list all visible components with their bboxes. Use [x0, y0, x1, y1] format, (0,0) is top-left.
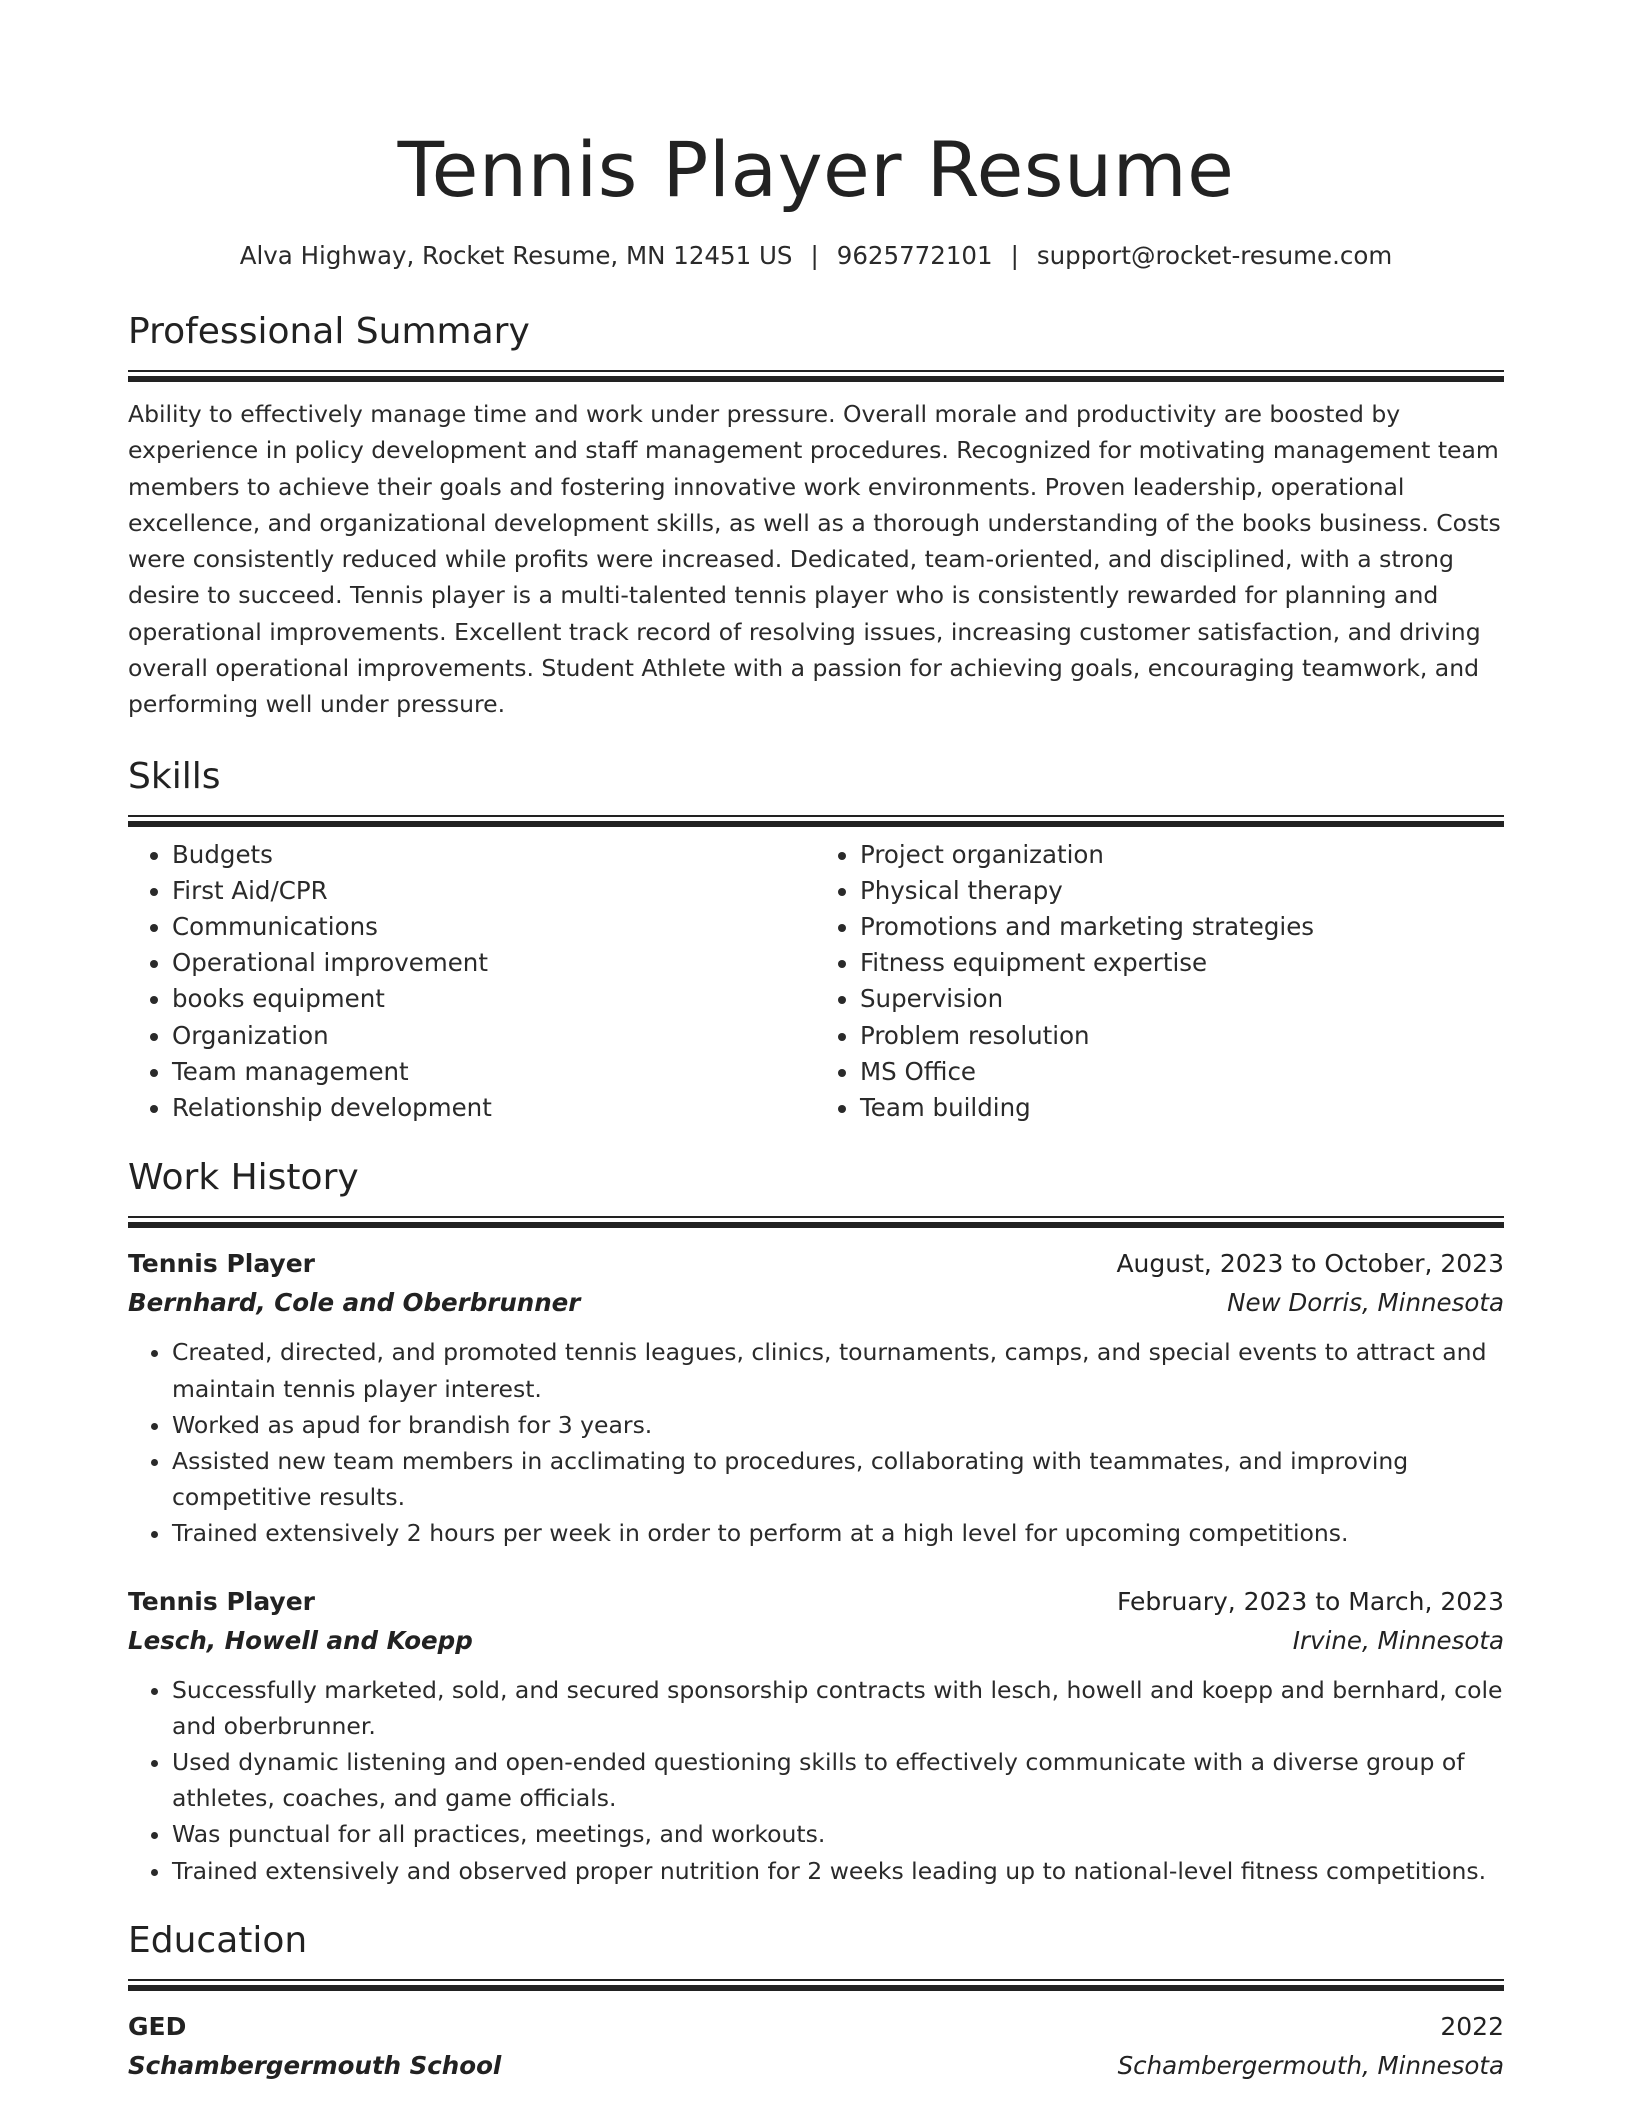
- section-divider: [128, 1979, 1504, 1991]
- job-bullet: • Was punctual for all practices, meetings, and workouts.: [172, 1816, 1504, 1852]
- job-bullets: [128, 1334, 1504, 1551]
- education-school-row: [128, 2047, 1504, 2085]
- education-location: Schambergermouth, Minnesota: [1117, 2050, 1504, 2080]
- summary-text: Ability to effectively manage time and work under pressure. Overall morale and productivity are boosted by experience in policy development and staff management procedures. Recognized for motivating management team members to achieve their goals and fostering innovative work environments. Proven leadership, operational excellence, and organizational development skills, as well as a thorough understanding of the books business. Costs were consistently reduced while profits were increased. Dedicated, team-oriented, and disciplined, with a strong desire to succeed. Tennis player is a multi-talented tennis player who is consistently rewarded for planning and operational improvements. Excellent track record of resolving issues, increasing customer satisfaction, and driving overall operational improvements. Student Athlete with a passion for achieving goals, encouraging teamwork, and performing well under pressure.: [128, 400, 1501, 719]
- work-history-heading: Work History: [128, 1157, 359, 1199]
- contact-line: [128, 238, 1504, 274]
- job-bullet: • Assisted new team members in acclimating to procedures, collaborating with teammates, and improving competitive results.: [172, 1443, 1504, 1515]
- job-title: Tennis Player: [128, 1249, 316, 1279]
- section-divider: [128, 1216, 1504, 1228]
- job-bullets: [128, 1672, 1504, 1889]
- education-heading: Education: [128, 1919, 308, 1961]
- skill-item: • books equipment: [172, 981, 816, 1017]
- skill-item: • Operational improvement: [172, 945, 816, 981]
- skill-item: • Project organization: [860, 837, 1504, 873]
- resume-page: [128, 120, 1504, 2085]
- education-section: [128, 1917, 1504, 2085]
- job-bullet: • Created, directed, and promoted tennis leagues, clinics, tournaments, camps, and special events to attract and maintain tennis player interest.: [172, 1334, 1504, 1406]
- skill-item: • Physical therapy: [860, 873, 1504, 909]
- work-history-section: [128, 1154, 1504, 1888]
- job-bullet: • Successfully marketed, sold, and secured sponsorship contracts with lesch, howell and koepp and bernhard, cole and oberbrunner.: [172, 1672, 1504, 1744]
- job-bullet: • Worked as apud for brandish for 3 years.: [172, 1407, 1504, 1443]
- skill-item: • Problem resolution: [860, 1018, 1504, 1054]
- contact-separator: |: [810, 241, 819, 270]
- education-school: Schambergermouth School: [128, 2050, 502, 2080]
- job-dates: August, 2023 to October, 2023: [1116, 1249, 1504, 1279]
- skill-item: • First Aid/CPR: [172, 873, 816, 909]
- job-bullet: • Used dynamic listening and open-ended questioning skills to effectively communicate with a diverse group of athletes, coaches, and game officials.: [172, 1744, 1504, 1816]
- job-entry: [128, 1244, 1504, 1551]
- education-entry: [128, 2007, 1504, 2085]
- education-degree: GED: [128, 2011, 187, 2041]
- skill-item: • Team building: [860, 1090, 1504, 1126]
- education-header-row: [128, 2007, 1504, 2047]
- section-divider: [128, 815, 1504, 827]
- skill-item: • Promotions and marketing strategies: [860, 909, 1504, 945]
- job-company-row: [128, 1622, 1504, 1660]
- skill-item: • Supervision: [860, 981, 1504, 1017]
- job-company: Lesch, Howell and Koepp: [128, 1625, 473, 1655]
- job-company: Bernhard, Cole and Oberbrunner: [128, 1288, 581, 1318]
- skill-item: • Team management: [172, 1054, 816, 1090]
- skills-columns: [128, 837, 1504, 1127]
- skills-section: [128, 753, 1504, 1127]
- job-dates: February, 2023 to March, 2023: [1116, 1586, 1504, 1616]
- summary-heading: Professional Summary: [128, 311, 530, 352]
- section-divider: [128, 370, 1504, 382]
- contact-separator: |: [1010, 241, 1019, 270]
- skill-item: • Fitness equipment expertise: [860, 945, 1504, 981]
- skill-item: • Relationship development: [172, 1090, 816, 1126]
- job-company-row: [128, 1284, 1504, 1322]
- skills-heading: Skills: [128, 755, 221, 797]
- job-entry: [128, 1582, 1504, 1889]
- contact-address: Alva Highway, Rocket Resume, MN 12451 US: [239, 241, 793, 270]
- job-header-row: [128, 1244, 1504, 1284]
- job-title: Tennis Player: [128, 1586, 316, 1616]
- skill-item: • Organization: [172, 1018, 816, 1054]
- job-location: Irvine, Minnesota: [1292, 1625, 1504, 1655]
- resume-title: Tennis Player Resume: [397, 125, 1235, 214]
- skills-list-left: [128, 837, 816, 1127]
- job-bullet: • Trained extensively and observed proper nutrition for 2 weeks leading up to national-level fitness competitions.: [172, 1853, 1504, 1889]
- skills-list-right: [816, 837, 1504, 1127]
- skill-item: • Communications: [172, 909, 816, 945]
- contact-email: support@rocket-resume.com: [1036, 241, 1393, 270]
- summary-section: [128, 308, 1504, 723]
- skill-item: • MS Office: [860, 1054, 1504, 1090]
- contact-phone: 9625772101: [836, 241, 993, 270]
- education-year: 2022: [1440, 2011, 1504, 2041]
- job-header-row: [128, 1582, 1504, 1622]
- skill-item: • Budgets: [172, 837, 816, 873]
- job-location: New Dorris, Minnesota: [1227, 1288, 1504, 1318]
- job-bullet: • Trained extensively 2 hours per week in order to perform at a high level for upcoming competitions.: [172, 1515, 1504, 1551]
